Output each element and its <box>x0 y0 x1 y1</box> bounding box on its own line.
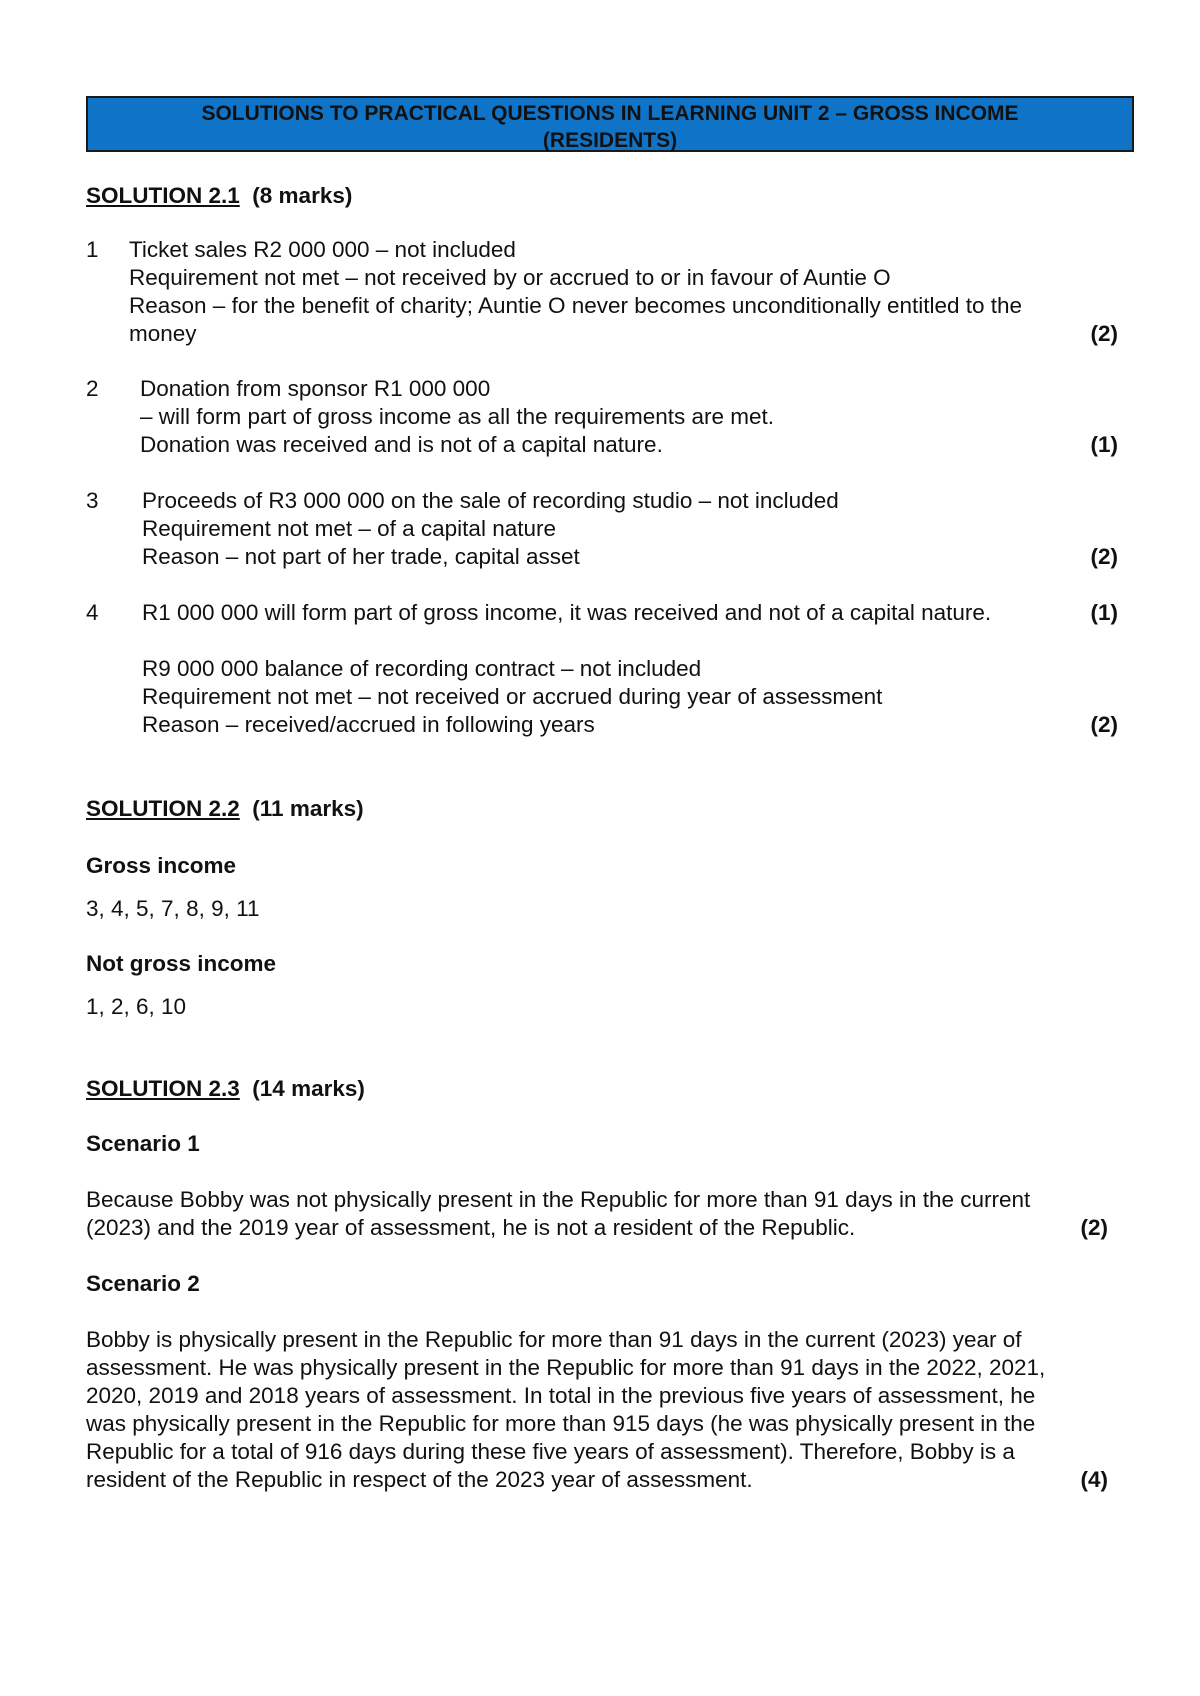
item-3-marks: (2) <box>1090 544 1118 569</box>
scenario-1-marks: (2) <box>1080 1215 1108 1240</box>
scenario-2-line-6: resident of the Republic in respect of the 2023 year of assessment. <box>86 1467 753 1492</box>
solution-2-3-heading <box>86 1075 365 1103</box>
title-banner <box>86 96 1134 152</box>
item-2-number: 2 <box>86 376 99 401</box>
item-2-line-1: Donation from sponsor R1 000 000 <box>140 376 491 401</box>
item-3-line-2: Requirement not met – of a capital nature <box>142 516 556 541</box>
item-1-line-1: Ticket sales R2 000 000 – not included <box>129 237 516 262</box>
item-1-line-3: Reason – for the benefit of charity; Auntie O never becomes unconditionally entitled to the <box>129 293 1023 318</box>
item-1-marks: (2) <box>1090 321 1118 346</box>
item-2-line-3: Donation was received and is not of a capital nature. <box>140 432 663 457</box>
gross-income-label: Gross income <box>86 853 237 878</box>
scenario-2-line-4: was physically present in the Republic for more than 915 days (he was physically present in the <box>86 1411 1036 1436</box>
solution-2-1-heading <box>86 182 352 210</box>
gross-income-values: 3, 4, 5, 7, 8, 9, 11 <box>86 896 260 921</box>
scenario-2-line-1: Bobby is physically present in the Republic for more than 91 days in the current (2023) year of <box>86 1327 1022 1352</box>
item-3-line-1: Proceeds of R3 000 000 on the sale of recording studio – not included <box>142 488 839 513</box>
item-3-number: 3 <box>86 488 99 513</box>
title-line-1: SOLUTIONS TO PRACTICAL QUESTIONS IN LEARNING UNIT 2 – GROSS INCOME <box>201 102 1019 125</box>
item-4-sub-line-3: Reason – received/accrued in following years <box>142 712 595 737</box>
scenario-1-label: Scenario 1 <box>86 1131 200 1156</box>
solution-2-3-marks: (14 marks) <box>252 1076 365 1101</box>
solution-2-2-marks: (11 marks) <box>252 796 364 821</box>
item-2-marks: (1) <box>1090 432 1118 457</box>
solution-2-3-title: SOLUTION 2.3 <box>86 1076 240 1101</box>
scenario-2-label: Scenario 2 <box>86 1271 200 1296</box>
solution-2-1-title: SOLUTION 2.1 <box>86 183 240 208</box>
not-gross-income-label: Not gross income <box>86 951 277 976</box>
item-4-marks: (1) <box>1090 600 1118 625</box>
item-1-line-2: Requirement not met – not received by or accrued to or in favour of Auntie O <box>129 265 891 290</box>
scenario-1-line-1: Because Bobby was not physically present in the Republic for more than 91 days in the current <box>86 1187 1031 1212</box>
title-line-2: (RESIDENTS) <box>542 129 678 152</box>
item-2-line-2: – will form part of gross income as all the requirements are met. <box>140 404 774 429</box>
solution-2-2-title: SOLUTION 2.2 <box>86 796 240 821</box>
solution-2-1-marks: (8 marks) <box>252 183 353 208</box>
scenario-1-line-2: (2023) and the 2019 year of assessment, he is not a resident of the Republic. <box>86 1215 856 1240</box>
solution-2-2-heading <box>86 795 364 823</box>
scenario-2-line-3: 2020, 2019 and 2018 years of assessment. In total in the previous five years of assessment, he <box>86 1383 1036 1408</box>
scenario-2-line-2: assessment. He was physically present in the Republic for more than 91 days in the 2022, 2021, <box>86 1355 1046 1380</box>
not-gross-income-values: 1, 2, 6, 10 <box>86 994 187 1019</box>
item-1-line-4: money <box>129 321 197 346</box>
scenario-2-line-5: Republic for a total of 916 days during these five years of assessment). Therefore, Bobby is a <box>86 1439 1015 1464</box>
item-1-number: 1 <box>86 237 99 262</box>
item-3-line-3: Reason – not part of her trade, capital asset <box>142 544 580 569</box>
item-4-sub-line-1: R9 000 000 balance of recording contract – not included <box>142 656 702 681</box>
scenario-2-marks: (4) <box>1080 1467 1108 1492</box>
item-4-number: 4 <box>86 600 99 625</box>
item-4-sub-marks: (2) <box>1090 712 1118 737</box>
item-4-sub-line-2: Requirement not met – not received or accrued during year of assessment <box>142 684 883 709</box>
item-4-line-1: R1 000 000 will form part of gross income, it was received and not of a capital nature. <box>142 600 992 625</box>
